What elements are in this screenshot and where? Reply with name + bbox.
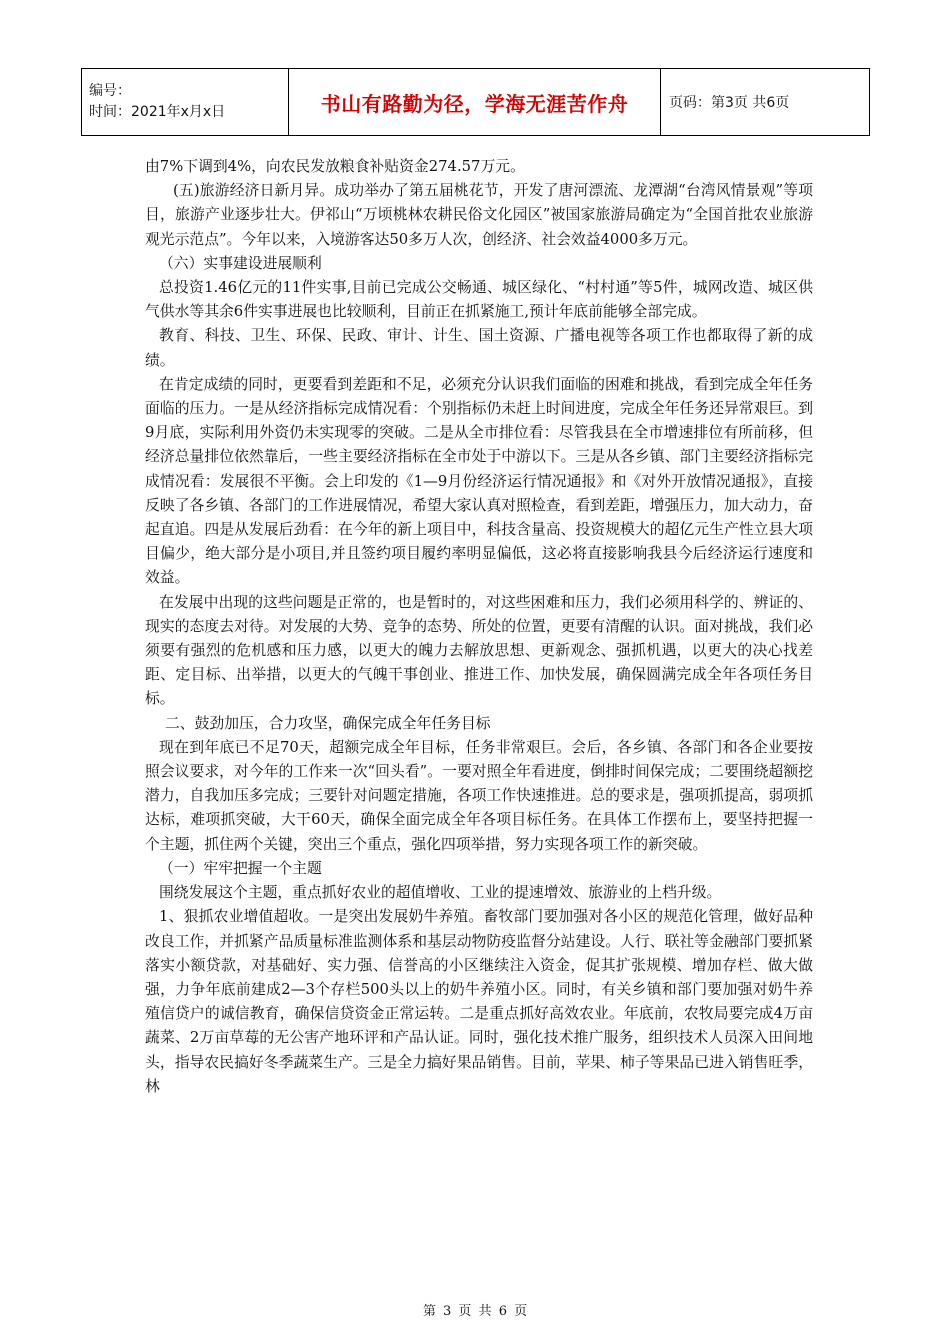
body-paragraph: 在发展中出现的这些问题是正常的，也是暂时的，对这些困难和压力，我们必须用科学的、辨证的、现实的态度去对待。对发展的大势、竞争的态势、所处的位置，更要有清醒的认识。面对挑战，我们必须要有强烈的危机感和压力感，以更大的魄力去解放思想、更新观念、强抓机遇，以更大的决心找差距、定目标、出举措，以更大的气魄干事创业、推进工作、加快发展，确保圆满完成全年各项任务目标。 bbox=[145, 593, 813, 708]
document-number-label: 编号： bbox=[89, 83, 131, 99]
header-motto: 书山有路勤为径，学海无涯苦作舟 bbox=[320, 91, 629, 116]
body-paragraph: 在肯定成绩的同时，更要看到差距和不足，必须充分认识我们面临的困难和挑战，看到完成全年任务面临的压力。一是从经济指标完成情况看：个别指标仍未赶上时间进度，完成全年任务还异常艰巨。到9月底，实际利用外资仍未实现零的突破。二是从全市排位看：尽管我县在全市增速排位有所前移，但经济总量排位依然靠后，一些主要经济指标在全市处于中游以下。三是从各乡镇、部门主要经济指标完成情况看：发展很不平衡。会上印发的《1—9月份经济运行情况通报》和《对外开放情况通报》，直接反映了各乡镇、各部门的工作进展情况，希望大家认真对照检查，看到差距，增强压力，加大动力，奋起直追。四是从发展后劲看：在今年的新上项目中，科技含量高、投资规模大的超亿元生产性立县大项目偏少，绝大部分是小项目,并且签约项目履约率明显偏低，这必将直接影响我县今后经济运行速度和效益。 bbox=[145, 375, 813, 587]
body-paragraph: （六）实事建设进展顺利 bbox=[159, 254, 322, 272]
body-paragraph: 由7%下调到4%，向农民发放粮食补贴资金274.57万元。 bbox=[145, 158, 525, 175]
header-table bbox=[81, 68, 870, 136]
page-footer: 第 3 页 共 6 页 bbox=[422, 1304, 528, 1319]
body-paragraph: 现在到年底已不足70天，超额完成全年目标，任务非常艰巨。会后，各乡镇、各部门和各企业要按照会议要求，对今年的工作来一次“回头看”。一要对照全年看进度，倒排时间保完成；二要围绕超额挖潜力，自我加压多完成；三要针对问题定措施，各项工作快速推进。总的要求是，强项抓提高，弱项抓达标，难项抓突破，大干60天，确保全面完成全年各项目标任务。在具体工作摆布上，要坚持把握一个主题，抓住两个关键，突出三个重点，强化四项举措，努力实现各项工作的新突破。 bbox=[145, 738, 813, 853]
body-paragraph: （一）牢牢把握一个主题 bbox=[159, 859, 322, 877]
body-paragraph: 教育、科技、卫生、环保、民政、审计、计生、国土资源、广播电视等各项工作也都取得了新的成绩。 bbox=[145, 327, 813, 369]
body-paragraph: (五)旅游经济日新月异。成功举办了第五届桃花节，开发了唐河漂流、龙潭湖“台湾风情景观”等项目，旅游产业逐步壮大。伊祁山“万顷桃林农耕民俗文化园区”被国家旅游局确定为“全国首批农业旅游观光示范点”。今年以来，入境游客达50多万人次，创经济、社会效益4000多万元。 bbox=[145, 182, 813, 248]
page-number-label: 页码：第3页 共6页 bbox=[669, 95, 790, 111]
document-body bbox=[145, 155, 813, 1099]
body-paragraph: 总投资1.46亿元的11件实事,目前已完成公交畅通、城区绿化、“村村通”等5件，城网改造、城区供气供水等其余6件实事进展也比较顺利，目前正在抓紧施工,预计年底前能够全部完成。 bbox=[145, 279, 813, 321]
header-motto-cell bbox=[289, 69, 661, 136]
body-paragraph: 围绕发展这个主题，重点抓好农业的超值增收、工业的提速增效、旅游业的上档升级。 bbox=[159, 884, 722, 902]
header-info-cell bbox=[82, 69, 289, 136]
body-paragraph: 二、鼓劲加压，合力攻坚，确保完成全年任务目标 bbox=[165, 714, 491, 732]
document-time-label: 时间：2021年x月x日 bbox=[89, 104, 226, 120]
header-page-cell bbox=[661, 69, 870, 136]
body-paragraph: 1、狠抓农业增值超收。一是突出发展奶牛养殖。畜牧部门要加强对各小区的规范化管理，做好品种改良工作，并抓紧产品质量标准监测体系和基层动物防疫监督分站建设。人行、联社等金融部门要抓紧落实小额贷款，对基础好、实力强、信誉高的小区继续注入资金，促其扩张规模、增加存栏、做大做强，力争年底前建成2—3个存栏500头以上的奶牛养殖小区。同时，有关乡镇和部门要加强对奶牛养殖信贷户的诚信教育，确保信贷资金正常运转。二是重点抓好高效农业。年底前，农牧局要完成4万亩蔬菜、2万亩草莓的无公害产地环评和产品认证。同时，强化技术推广服务，组织技术人员深入田间地头，指导农民搞好冬季蔬菜生产。三是全力搞好果品销售。目前，苹果、柿子等果品已进入销售旺季，林 bbox=[145, 908, 813, 1095]
